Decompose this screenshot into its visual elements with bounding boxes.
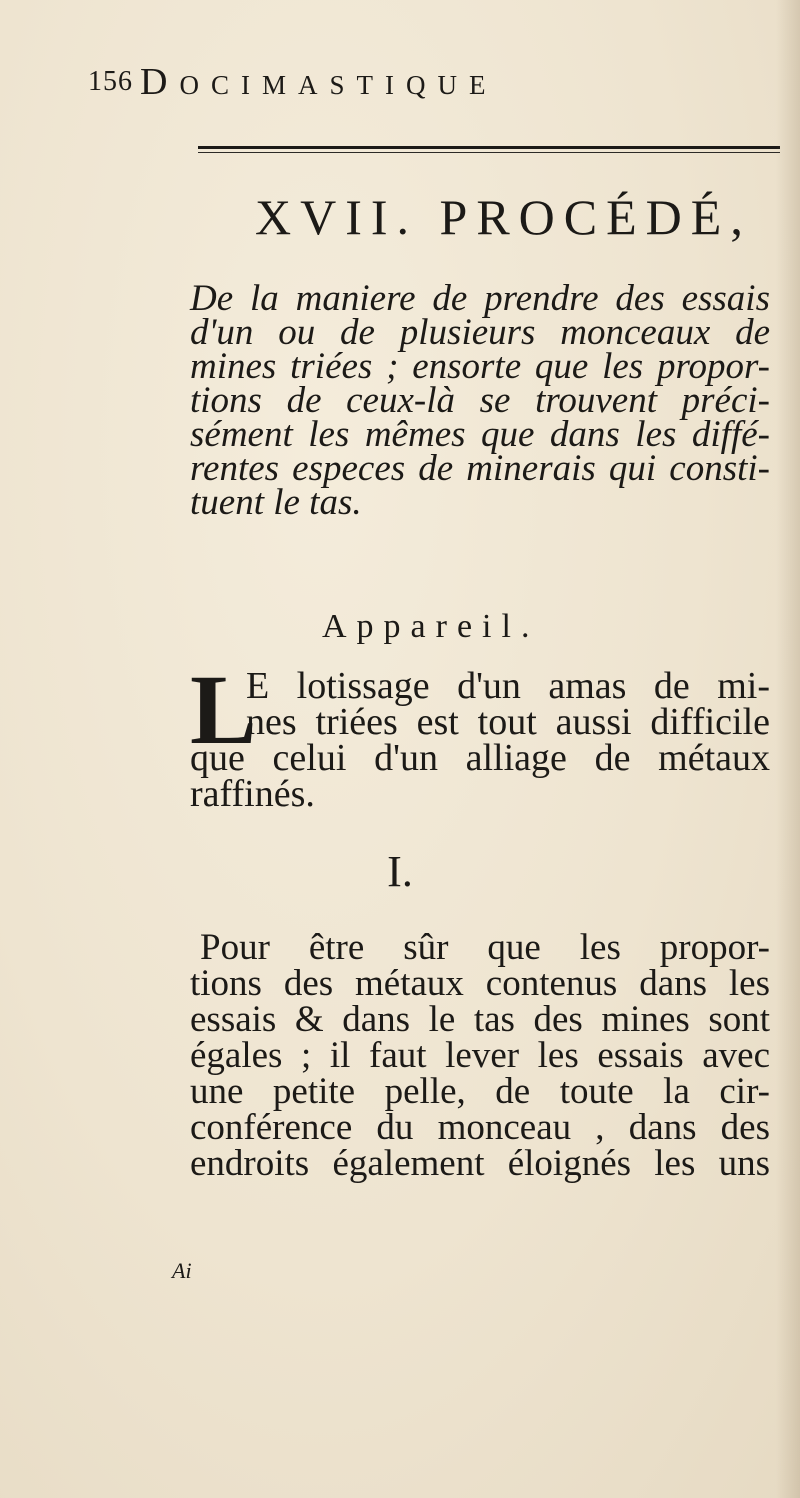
header-rule [198,146,780,149]
rubric-line: tuent le tas. [190,482,362,523]
paragraph-line: nes triées est tout aussi difficile [246,701,770,743]
drop-cap: L [190,654,257,765]
paragraph-line: raffinés. [190,773,315,815]
opening-paragraph [190,654,770,815]
rubric-line: d'un ou de plusieurs monceaux de [190,312,770,353]
apparatus-heading: Appareil. [322,608,540,645]
paragraph-line: conférence du monceau , dans des [190,1107,770,1148]
paragraph-line: essais & dans le tas des mines sont [190,999,770,1040]
rubric-line: mines triées ; ensorte que les propor- [190,346,770,387]
rubric-line: De la maniere de prendre des essais [190,278,770,319]
running-title: Docimastique [140,61,498,103]
paragraph-line: une petite pelle, de toute la cir- [190,1071,770,1112]
paragraph-line: endroits également éloignés les uns [190,1143,770,1184]
signature-mark: Ai [172,1258,192,1283]
paragraph-line: tions des métaux contenus dans les [190,963,770,1004]
page-number: 156 [88,66,133,97]
paragraph-line: égales ; il faut lever les essais avec [190,1035,770,1076]
paragraph-line: Pour être sûr que les propor- [200,927,770,968]
article-paragraph [190,927,770,1184]
article-numeral: I. [387,847,413,896]
section-rubric [190,278,770,523]
running-head [88,54,708,110]
rubric-line: sément les mêmes que dans les diffé- [190,414,770,455]
rubric-line: rentes especes de minerais qui consti- [190,448,770,489]
section-heading: XVII. PROCÉDÉ, [255,189,752,245]
header-rule-thin [198,152,780,153]
paragraph-line: que celui d'un alliage de métaux [190,737,770,779]
rubric-line: tions de ceux-là se trouvent préci- [190,380,770,421]
paragraph-line: E lotissage d'un amas de mi- [246,665,770,707]
